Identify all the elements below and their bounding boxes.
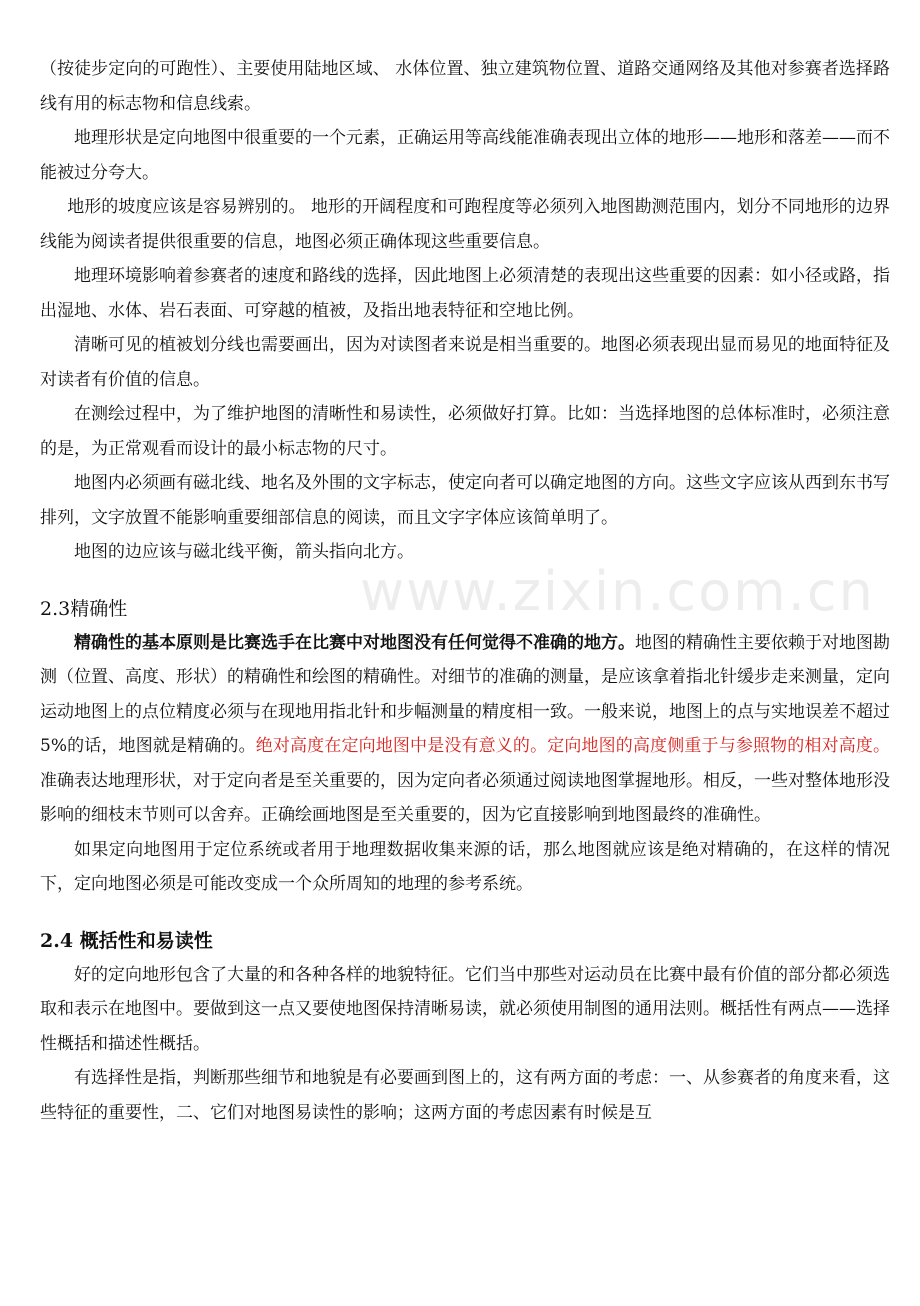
highlighted-text: 绝对高度在定向地图中是没有意义的。定向地图的高度侧重于与参照物的相对高度。 [255,736,891,756]
section-heading-2-4 [40,924,890,958]
intro-paragraph-2: 地理形状是定向地图中很重要的一个元素，正确运用等高线能准确表现出立体的地形——地形和落差——而不能被过分夸大。 [40,128,890,183]
intro-paragraph-3: 地形的坡度应该是容易辨别的。 地形的开阔程度和可跑程度等必须列入地图勘测范围内，划分不同地形的边界线能为阅读者提供很重要的信息，地图必须正确体现这些重要信息。 [40,197,890,252]
section-heading-2-3 [40,592,890,626]
section-2-4-paragraph-1: 好的定向地形包含了大量的和各种各样的地貌特征。它们当中那些对运动员在比赛中最有价值的部分都必须选取和表示在地图中。要做到这一点又要使地图保持清晰易读，就必须使用制图的通用法则。概括性有两点——选择性概括和描述性概括。 [40,964,890,1054]
intro-paragraph-6: 在测绘过程中，为了维护地图的清晰性和易读性，必须做好打算。比如：当选择地图的总体标准时，必须注意的是，为正常观看而设计的最小标志物的尺寸。 [40,404,890,459]
section-2-3-paragraph-2: 如果定向地图用于定位系统或者用于地理数据收集来源的话，那么地图就应该是绝对精确的，在这样的情况下，定向地图必须是可能改变成一个众所周知的地理的参考系统。 [40,839,890,894]
document-page [40,52,890,1130]
section-2-4-paragraph-2: 有选择性是指，判断那些细节和地貌是有必要画到图上的，这有两方面的考虑：一、从参赛者的角度来看，这些特征的重要性，二、它们对地图易读性的影响；这两方面的考虑因素有时候是互 [40,1068,890,1123]
intro-paragraph-1: （按徒步定向的可跑性）、主要使用陆地区域、 水体位置、独立建筑物位置、道路交通网络及其他对参赛者选择路线有用的标志物和信息线索。 [40,59,890,114]
paragraph-text: 准确表达地理形状，对于定向者是至关重要的，因为定向者必须通过阅读地图掌握地形。相反，一些对整体地形没影响的细枝末节则可以舍弃。正确绘画地图是至关重要的，因为它直接影响到地图最终的准确性。 [40,770,890,825]
section-2-3-paragraph-1 [40,626,890,833]
section-number: 2.4 [40,929,74,952]
section-title: 精确性 [70,597,128,620]
paragraph-text: 地图的精确性主要依赖于对地图勘测（位置、高度、形状）的精确性和绘图的精确性。对细节的准确的测量，是应该拿着指北针缓步走来测量，定向运动地图上的点位精度必须与在现地用指北针和步幅测量的精度相一致。一般来说，地图上的点与实地误差不超过 5%的话，地图就是精确的。 [40,632,890,756]
section-number: 2.3 [40,597,71,620]
section-title: 概括性和易读性 [79,929,213,952]
watermark: www.zixin.com.cn [360,560,875,623]
intro-paragraph-8: 地图的边应该与磁北线平衡，箭头指向北方。 [74,542,414,562]
intro-paragraph-5: 清晰可见的植被划分线也需要画出，因为对读图者来说是相当重要的。地图必须表现出显而易见的地面特征及对读者有价值的信息。 [40,335,890,390]
intro-paragraph-7: 地图内必须画有磁北线、地名及外围的文字标志，使定向者可以确定地图的方向。这些文字应该从西到东书写排列，文字放置不能影响重要细部信息的阅读，而且文字字体应该简单明了。 [40,473,890,528]
intro-paragraph-4: 地理环境影响着参赛者的速度和路线的选择，因此地图上必须清楚的表现出这些重要的因素：如小径或路，指出湿地、水体、岩石表面、可穿越的植被，及指出地表特征和空地比例。 [40,266,890,321]
principle-statement: 精确性的基本原则是比赛选手在比赛中对地图没有任何觉得不准确的地方。 [74,632,635,653]
